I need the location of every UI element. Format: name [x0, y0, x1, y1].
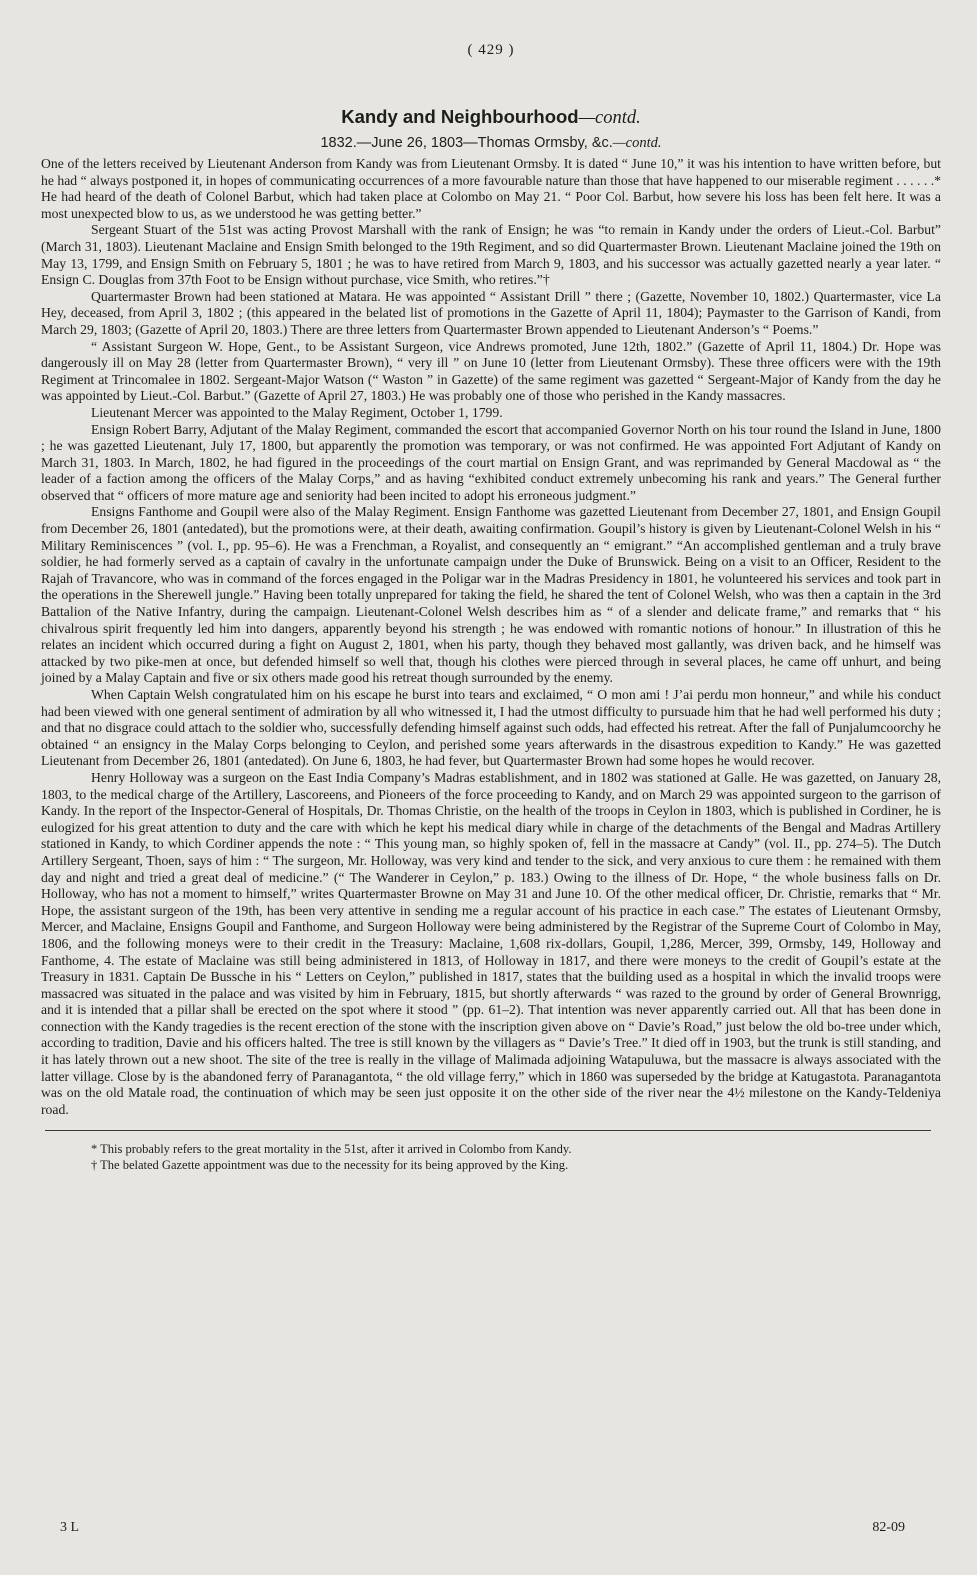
footnote-divider — [45, 1130, 931, 1131]
section-subtitle-main: 1832.—June 26, 1803—Thomas Ormsby, &c. — [320, 135, 613, 151]
paragraph: One of the letters received by Lieutenant Anderson from Kandy was from Lieutenant Ormsby. It is dated “ June 10,” it was his intention to have written before, but he had “ always postponed it, in hopes of communicating occurrences of a more favourable nature than those that have happened to our miserable regiment . . . . . .* He had heard of the death of Colonel Barbut, which had taken place at Colombo on May 21. “ Poor Col. Barbut, how severe his loss has been felt here. It was a most unexpected blow to us, as we understood he was getting better.” — [41, 156, 941, 221]
body-text — [41, 156, 941, 1118]
paragraph: Lieutenant Mercer was appointed to the Malay Regiment, October 1, 1799. — [91, 404, 503, 420]
footnote: † The belated Gazette appointment was due to the necessity for its being approved by the King. — [91, 1158, 569, 1173]
page-number: ( 429 ) — [467, 42, 515, 58]
footnote: * This probably refers to the great mortality in the 51st, after it arrived in Colombo from Kandy. — [91, 1142, 572, 1157]
paragraph: Ensigns Fanthome and Goupil were also of the Malay Regiment. Ensign Fanthome was gazetted Lieutenant from December 27, 1801, and Ensign Goupil from December 26, 1801 (antedated), but the promotions were, at their death, awaiting confirmation. Goupil’s history is given by Lieutenant-Colonel Welsh in his “ Military Reminiscences ” (vol. I., pp. 95–6). He was a Frenchman, a Royalist, and consequently an “ emigrant.” “An accomplished gentleman and a truly brave soldier, he had formerly served as a captain of cavalry in the unfortunate campaign under the Duke of Brunswick. Being on a visit to an Officer, Resident to the Rajah of Travancore, who was in command of the forces engaged in the Poligar war in the Madras Presidency in 1801, he volunteered his services and took part in the operations in the Sherewell jungle.” Having been totally unprepared for taking the field, he shared the tent of Colonel Welsh, who was then a captain in the 3rd Battalion of the Native Infantry, during the campaign. Lieutenant-Colonel Welsh describes him as “ of a slender and delicate frame,” and remarks that “ his chivalrous spirit frequently led him into dangers, apparently beyond his strength ; he was endowed with romantic notions of honour.” In illustration of this he relates an incident which occurred during a fight on August 2, 1801, when his party, though they behaved most gallantly, was driven back, and he himself was attacked by two pike-men at once, but defended himself so well that, though his clothes were pierced through in several places, he came off unhurt, and being joined by a Malay Captain and five or six others made good his retreat though surrounded by the enemy. — [41, 504, 941, 686]
page-footer — [60, 1520, 905, 1536]
paragraph: Henry Holloway was a surgeon on the East India Company’s Madras establishment, and in 1802 was stationed at Galle. He was gazetted, on January 28, 1803, to the medical charge of the Artillery, Lascoreens, and Pioneers of the force proceeding to Kandy, and on March 29 was appointed surgeon to the garrison of Kandy. In the report of the Inspector-General of Hospitals, Dr. Thomas Christie, on the health of the troops in Ceylon in 1803, which is published in Cordiner, he is eulogized for his great attention to duty and the care with which he kept his medical diary while in charge of the detachments of the Bengal and Madras Artillery stationed in Kandy, to which Cordiner appends the note : “ This young man, so highly spoken of, fell in the massacre at Candy” (vol. II., pp. 274–5). The Dutch Artillery Sergeant, Thoen, says of him : “ The surgeon, Mr. Holloway, was very kind and tender to the sick, and very anxious to cure them : he remained with them day and night and tried a great deal of medicine.” (“ The Wanderer in Ceylon,” p. 183.) Owing to the illness of Dr. Hope, “ the whole business falls on Dr. Holloway, who has not a moment to himself,” writes Quartermaster Browne on May 31 and June 10. Of the other medical officer, Dr. Christie, remarks that “ Mr. Hope, the assistant surgeon of the 19th, has been very attentive in sending me a regular account of his practice in each case.” The estates of Lieutenant Ormsby, Mercer, and Maclaine, Ensigns Goupil and Fanthome, and Surgeon Holloway were being administered by the Registrar of the Supreme Court of Colombo in May, 1806, and the following moneys were to their credit in the Treasury: Maclaine, 1,608 rix-dollars, Goupil, 1,286, Mercer, 399, Ormsby, 149, Holloway and Fanthome, 4. The estate of Maclaine was still being administered in 1813, of Holloway in 1817, and there were moneys to the credit of Goupil’s estate at the Treasury in 1831. Captain De Bussche in his “ Letters on Ceylon,” published in 1817, states that the building used as a hospital in which the invalid troops were massacred was situated in the palace and was visited by him in February, 1815, but shortly afterwards “ was razed to the ground by order of General Brownrigg, and it is intended that a pillar shall be erected on the spot where it stood ” (pp. 61–2). That intention was never apparently carried out. All that has been done in connection with the Kandy tragedies is the recent erection of the stone with the inscription given above on “ Davie’s Road,” just below the old bo-tree under which, according to tradition, Davie and his officers halted. The tree is still known by the villagers as “ Davie’s Tree.” It died off in 1903, but the trunk is still standing, and it has lately thrown out a new shoot. The site of the tree is really in the village of Malimada adjoining Watapuluwa, but the massacre is always associated with the latter village. Close by is the abandoned ferry of Paranagantota, “ the old village ferry,” which in 1860 was superseded by the bridge at Katugastota. Paranagantota was on the old Matale road, the continuation of which may be seen just opposite it on the other side of the river near the 4½ milestone on the Kandy-Teldeniya road. — [41, 769, 941, 1117]
paragraph: Ensign Robert Barry, Adjutant of the Malay Regiment, commanded the escort that accompanied Governor North on his tour round the Island in June, 1800 ; he was gazetted Lieutenant, July 17, 1800, but apparently the promotion was temporary, or was not confirmed. He was appointed Fort Adjutant of Kandy on March 31, 1803. In March, 1802, he had figured in the proceedings of the court martial on Ensign Grant, and was reprimanded by General Macdowal as “ the leader of a faction among the officers of the Malay Corps,” and as having “exhibited conduct extremely unbecoming his rank and years.” The General further observed that “ officers of more mature age and seniority had been incited to adopt his erroneous judgment.” — [41, 421, 941, 503]
section-title-suffix: —contd. — [578, 108, 641, 128]
section-title-main: Kandy and Neighbourhood — [341, 106, 579, 127]
section-title — [41, 106, 941, 129]
footnotes — [91, 1141, 941, 1173]
paragraph: “ Assistant Surgeon W. Hope, Gent., to be Assistant Surgeon, vice Andrews promoted, June 12th, 1802.” (Gazette of April 11, 1804.) Dr. Hope was dangerously ill on May 28 (letter from Quartermaster Brown), “ very ill ” on June 10 (letter from Lieutenant Ormsby). These three officers were with the 19th Regiment at Trincomalee in 1802. Sergeant-Major Watson (“ Waston ” in Gazette) of the same regiment was gazetted “ Sergeant-Major of Kandy from the day he was appointed by Lieut.-Col. Barbut.” (Gazette of April 27, 1803.) He was probably one of those who perished in the Kandy massacres. — [41, 338, 941, 404]
paragraph: Sergeant Stuart of the 51st was acting Provost Marshall with the rank of Ensign; he was “to remain in Kandy under the orders of Lieut.-Col. Barbut” (March 31, 1803). Lieutenant Maclaine and Ensign Smith belonged to the 19th Regiment, and so did Quartermaster Brown. Lieutenant Maclaine joined the 19th on May 13, 1799, and Ensign Smith on February 5, 1801 ; he was to have retired from March 9, 1803, and his successor was actually gazetted nearly a year later. “ Ensign C. Douglas from 37th Foot to be Ensign without purchase, vice Smith, who retires.”† — [41, 222, 941, 288]
paragraph: When Captain Welsh congratulated him on his escape he burst into tears and exclaimed, “ O mon ami ! J’ai perdu mon honneur,” and while his conduct had been viewed with one general sentiment of admiration by all who witnessed it, I had the utmost difficulty to pursuade him that he had well performed his duty ; and that no disgrace could attach to the soldier who, successfully defending himself against such odds, had effected his retreat. After the fall of Punjalumcoorchy he obtained “ an ensigncy in the Malay Corps belonging to Ceylon, and perished some years afterwards in the disastrous expedition to Kandy.” He was gazetted Lieutenant from December 26, 1801 (antedated). On June 6, 1803, he had fever, but Quartermaster Brown had some hopes he would recover. — [41, 687, 941, 769]
section-subtitle-suffix: —contd. — [612, 135, 662, 151]
print-code: 82-09 — [872, 1520, 905, 1535]
paragraph: Quartermaster Brown had been stationed at Matara. He was appointed “ Assistant Drill ” there ; (Gazette, November 10, 1802.) Quartermaster, vice La Hey, deceased, from April 3, 1802 ; (this appeared in the belated list of promotions in the Gazette of April 11, 1804); Paymaster to the Garrison of Kandi, from March 29, 1803; (Gazette of April 20, 1803.) There are three letters from Quartermaster Brown appended to Lieutenant Anderson’s “ Poems.” — [41, 288, 941, 337]
signature-mark: 3 L — [60, 1520, 80, 1535]
section-subtitle — [41, 135, 941, 152]
